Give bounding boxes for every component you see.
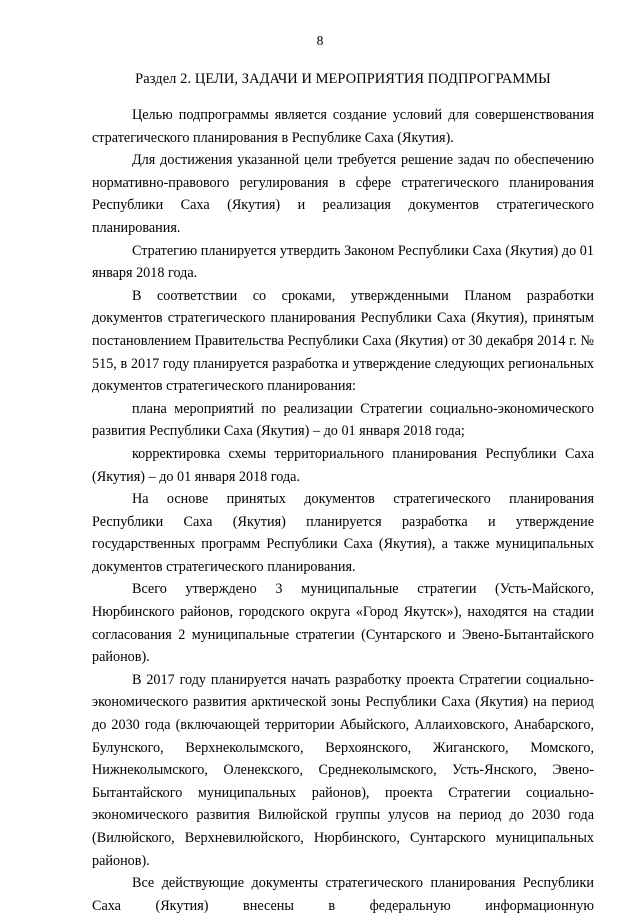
paragraph-strategy-approval: Стратегию планируется утвердить Законом Республики Саха (Якутия) до 01 января 2018 года. bbox=[92, 242, 594, 282]
paragraph-tasks: Для достижения указанной цели требуется решение задач по обеспечению нормативно-правового регулирования в сфере стратегического планирования Республики Саха (Якутия) и реализация документов стратегического планирования. bbox=[92, 152, 594, 236]
body-text bbox=[92, 104, 594, 917]
section-title: Раздел 2. ЦЕЛИ, ЗАДАЧИ И МЕРОПРИЯТИЯ ПОДПРОГРАММЫ bbox=[135, 71, 551, 87]
paragraph-municipal-strategies: Всего утверждено 3 муниципальные стратегии (Усть-Майского, Нюрбинского районов, городского округа «Город Якутск»), находятся на стадии согласования 2 муниципальные стратегии (Сунтарского и Эвено-Бытантайского районов). bbox=[92, 581, 594, 666]
paragraph-goal: Целью подпрограммы является создание условий для совершенствования стратегического планирования в Республике Саха (Якутия). bbox=[92, 107, 594, 146]
paragraph-action-plan: плана мероприятий по реализации Стратегии социально-экономического развития Республики Саха (Якутия) – до 01 января 2018 года; bbox=[92, 400, 594, 440]
page-number: 8 bbox=[316, 33, 324, 48]
paragraph-territorial-scheme: корректировка схемы территориального планирования Республики Саха (Якутия) – до 01 января 2018 года. bbox=[92, 445, 594, 485]
paragraph-plan-schedule: В соответствии со сроками, утвержденными Планом разработки документов стратегического планирования Республики Саха (Якутия), принятым постановлением Правительства Республики Саха (Якутия) от 30 декабря 2014 г. № 515, в 2017 году планируется разработка и утверждение следующих региональных документов стратегического планирования: bbox=[92, 287, 594, 395]
paragraph-state-programs: На основе принятых документов стратегического планирования Республики Саха (Якутия) планируется разработка и утверждение государственных программ Республики Саха (Якутия), а также муниципальных документов стратегического планирования. bbox=[92, 491, 594, 575]
paragraph-federal-system: Все действующие документы стратегического планирования Республики Саха (Якутия) внесены в федеральную информационную bbox=[92, 875, 594, 914]
paragraph-arctic-strategy: В 2017 году планируется начать разработку проекта Стратегии социально-экономического развития арктической зоны Республики Саха (Якутия) на период до 2030 года (включающей территории Абыйского, Аллаиховского, Анабарского, Булунского, Верхнеколымского, Верхоянского, Жиганского, Момского, Нижнеколымского, Оленекского, Среднеколымского, Усть-Янского, Эвено-Бытантайского муниципальных районов), проекта Стратегии социально-экономического развития Вилюйской группы улусов на период до 2030 года (Вилюйского, Верхневилюйского, Нюрбинского, Сунтарского муниципальных районов). bbox=[92, 671, 594, 869]
